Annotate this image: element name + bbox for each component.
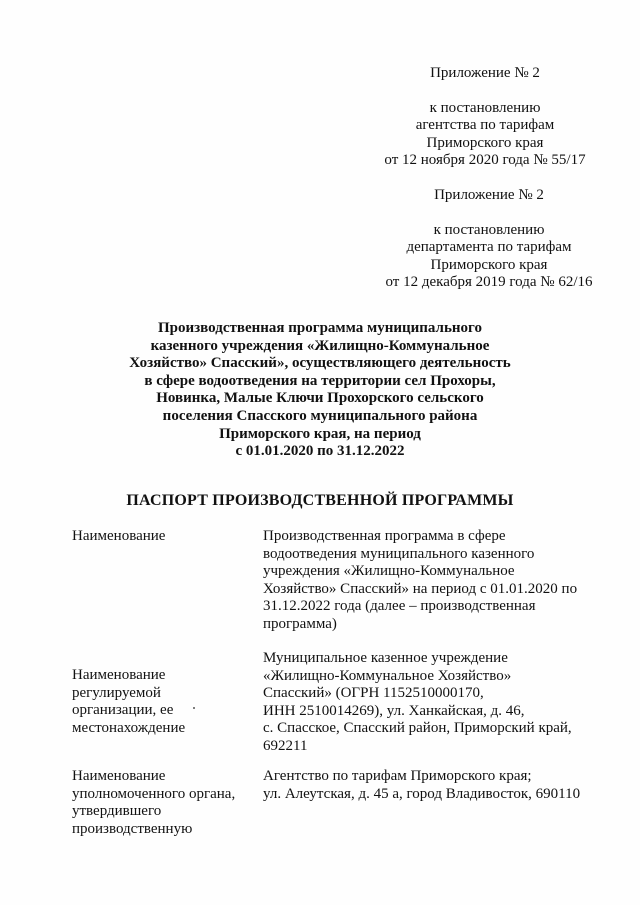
passport-row-value (263, 768, 603, 803)
program-title-line: с 01.01.2020 по 31.12.2022 (235, 443, 405, 460)
appendix-previous-title: Приложение № 2 (434, 187, 544, 203)
appendix-previous-line: от 12 декабря 2019 года № 62/16 (385, 274, 593, 290)
program-title-line: Новинка, Малые Ключи Прохорского сельского (156, 390, 484, 407)
row-label-line: Наименование (72, 667, 166, 683)
passport-heading: ПАСПОРТ ПРОИЗВОДСТВЕННОЙ ПРОГРАММЫ (126, 492, 514, 509)
appendix-current-title: Приложение № 2 (430, 65, 540, 81)
appendix-current-block (380, 65, 590, 170)
row-value-line: «Жилищно-Коммунальное Хозяйство» (263, 667, 512, 684)
program-title-line: Хозяйство» Спасский», осуществляющего деятельность (129, 355, 511, 372)
row-value-line: водоотведения муниципального казенного (263, 545, 535, 562)
scan-speck (193, 707, 195, 709)
passport-row-label (72, 528, 252, 546)
row-value-line: Агентство по тарифам Приморского края; (263, 768, 532, 784)
appendix-current-line: от 12 ноября 2020 года № 55/17 (384, 152, 586, 168)
row-value-line: Муниципальное казенное учреждение (263, 650, 508, 666)
appendix-previous-block (378, 187, 600, 292)
passport-row-value (263, 528, 603, 633)
row-label-line: местонахождение (72, 719, 186, 736)
row-value-line: Спасский» (ОГРН 1152510000170, (263, 685, 484, 701)
row-label-line: Наименование (72, 768, 166, 784)
row-label-line: Наименование (72, 528, 166, 544)
passport-row-label (72, 667, 252, 737)
appendix-current-line: к постановлению (429, 99, 541, 116)
row-label-line: организации, ее (72, 702, 174, 718)
passport-row-value (263, 650, 603, 755)
row-label-line: уполномоченного органа, (72, 785, 236, 802)
appendix-previous-line: Приморского края (430, 256, 548, 273)
row-value-line: Производственная программа в сфере (263, 528, 506, 544)
appendix-previous-line: департамента по тарифам (406, 239, 572, 255)
passport-row-label (72, 768, 252, 838)
row-label-line: утвердившего (72, 803, 162, 819)
row-value-line: ИНН 2510014269), ул. Ханкайская, д. 46, (263, 702, 525, 719)
program-title-line: Производственная программа муниципального (158, 320, 482, 336)
appendix-current-line: Приморского края (426, 134, 544, 151)
program-title-line: Приморского края, на период (219, 425, 421, 442)
row-value-line: программа) (263, 615, 337, 632)
row-value-line: 692211 (263, 737, 308, 754)
program-title (120, 320, 520, 461)
row-label-line: регулируемой (72, 684, 161, 701)
row-value-line: с. Спасское, Спасский район, Приморский край, (263, 720, 572, 736)
row-value-line: учреждения «Жилищно-Коммунальное (263, 563, 515, 579)
row-value-line: ул. Алеутская, д. 45 а, город Владивосток, 690110 (263, 785, 581, 802)
row-value-line: 31.12.2022 года (далее – производственная (263, 598, 536, 614)
program-title-line: поселения Спасского муниципального района (162, 407, 478, 424)
row-value-line: Хозяйство» Спасский» на период с 01.01.2020 по (263, 580, 578, 597)
row-label-line: производственную (72, 820, 193, 837)
appendix-current-line: агентства по тарифам (415, 117, 555, 133)
program-title-line: в сфере водоотведения на территории сел Прохоры, (144, 372, 496, 389)
program-title-line: казенного учреждения «Жилищно-Коммунальное (150, 337, 490, 354)
appendix-previous-line: к постановлению (433, 221, 545, 238)
